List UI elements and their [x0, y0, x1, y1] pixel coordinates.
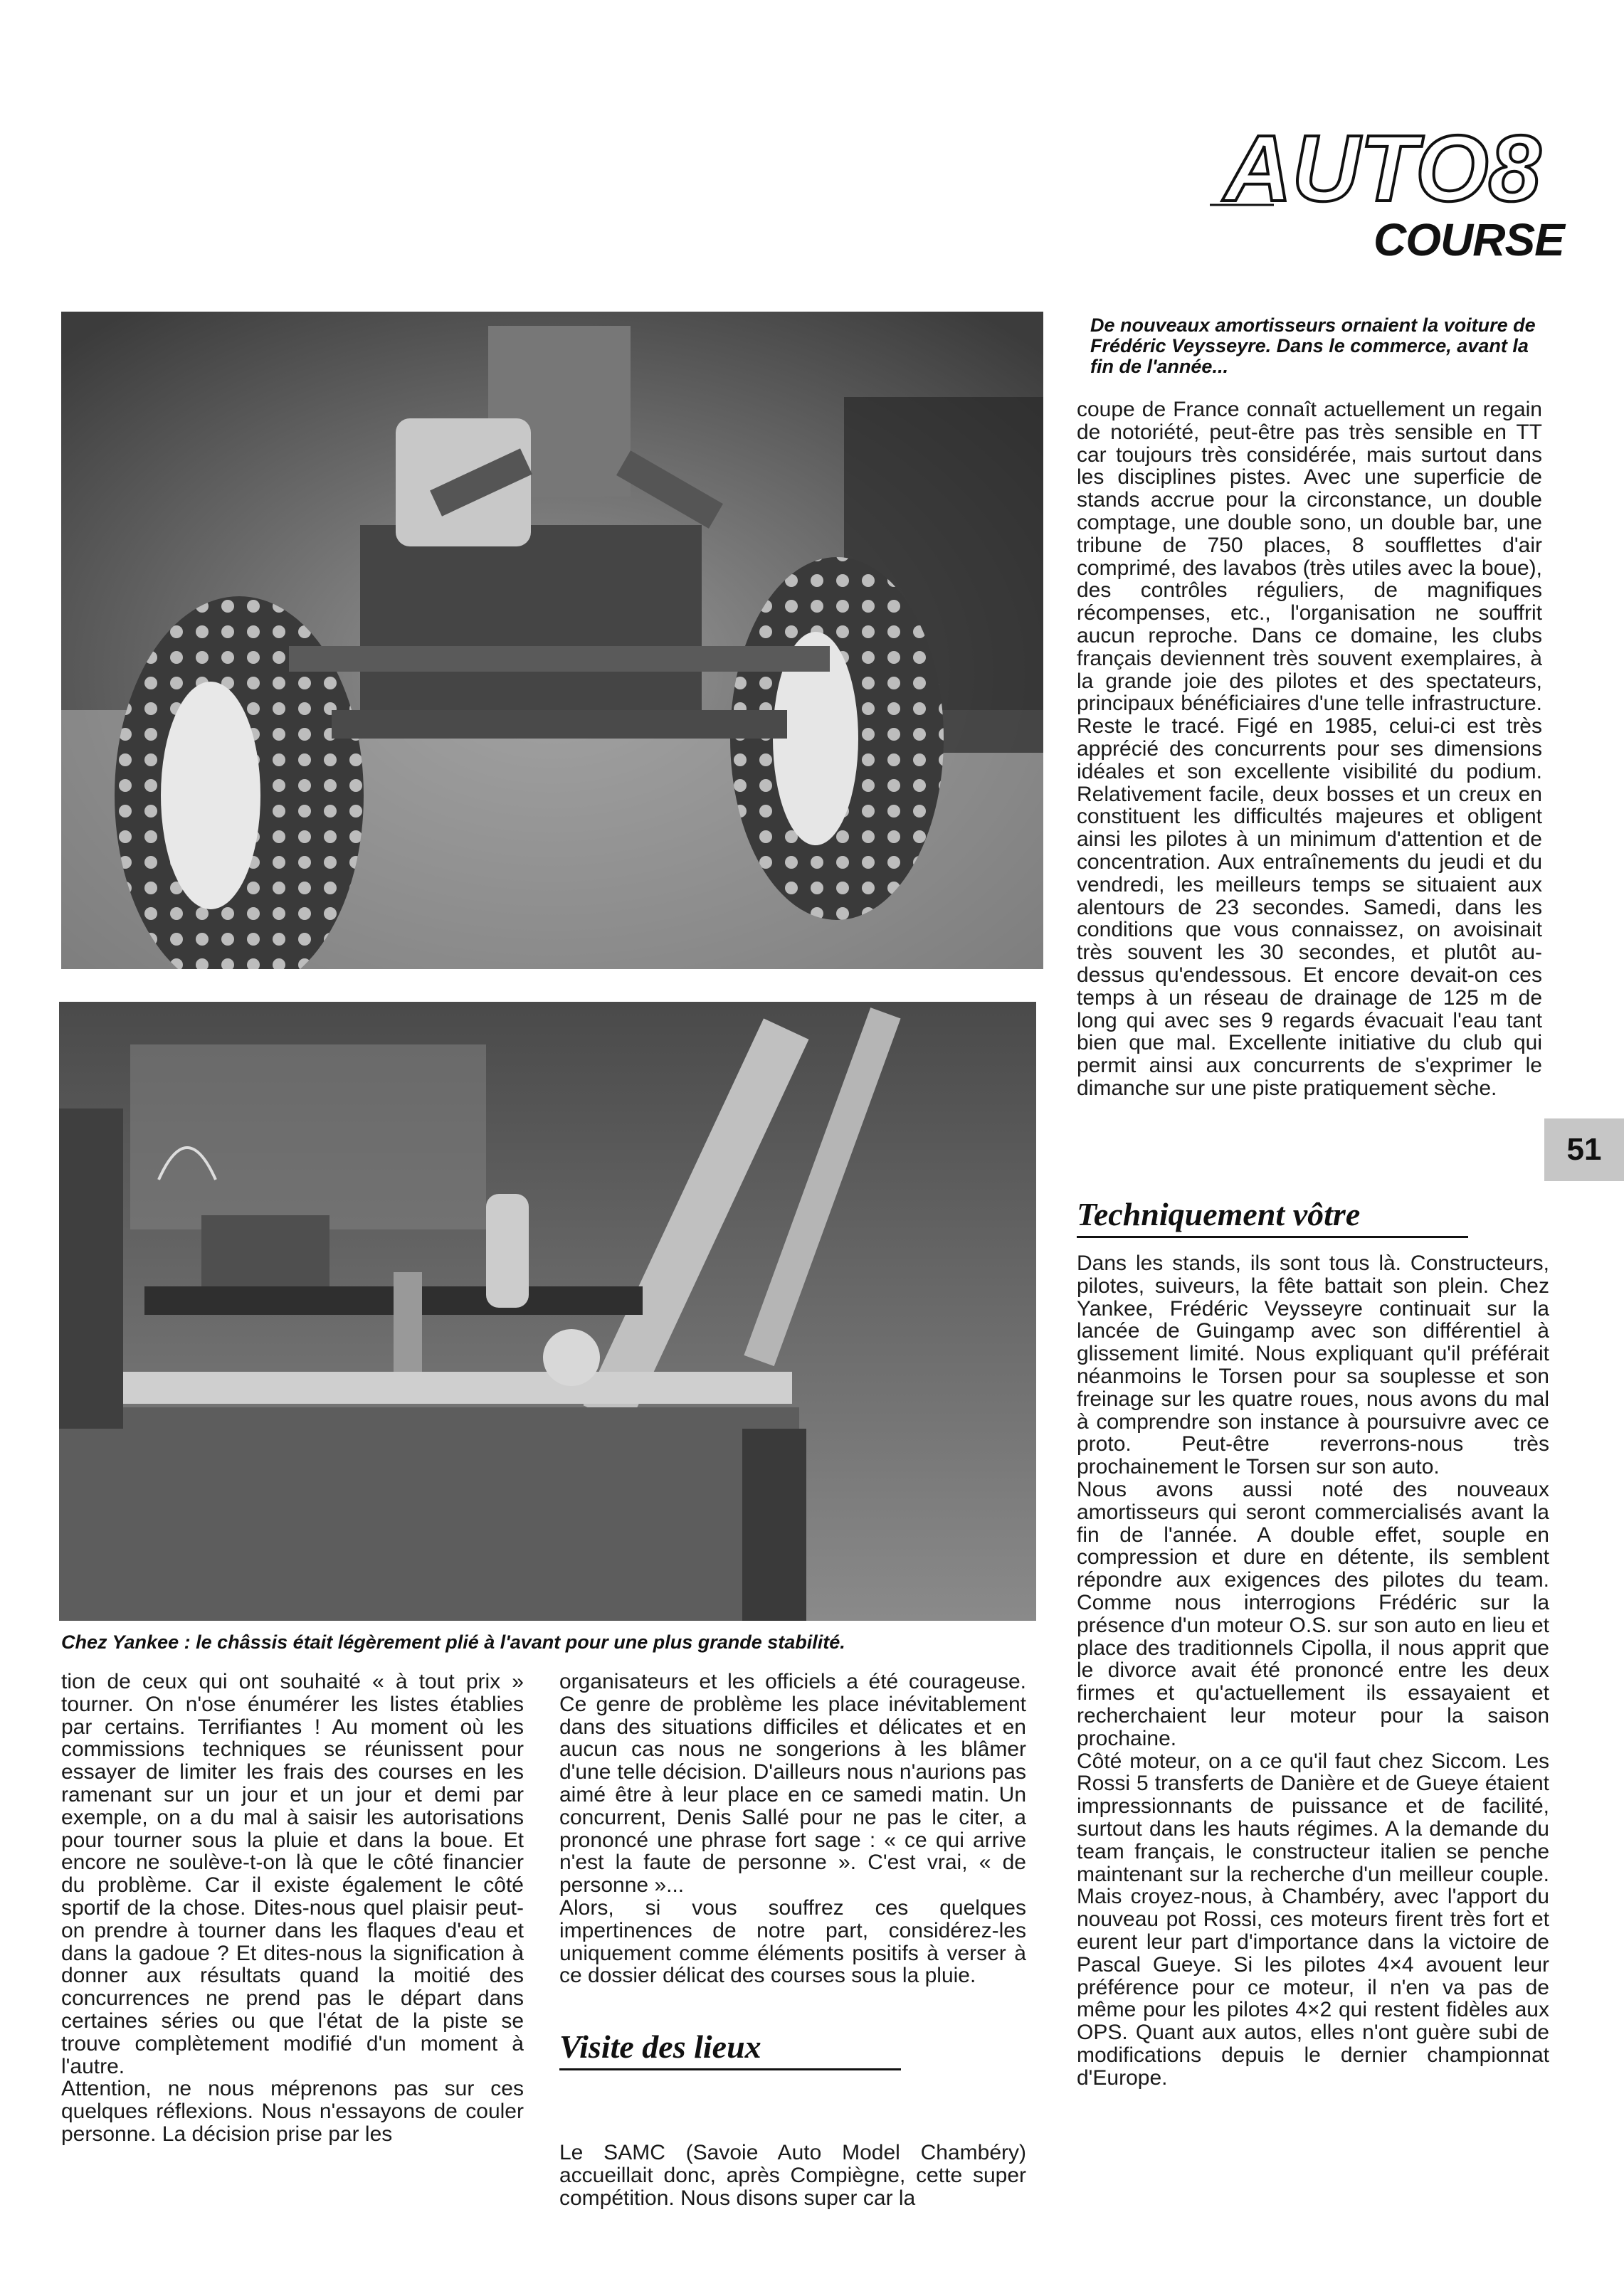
column-4-text-b: Nous avons aussi noté des nouveaux amortisseurs qui seront commercialisés avant la fin de l'année. A double effet, souple en compression et dure en détente, ils semblent répondre aux exigences des pilotes du team. Comme nous interrogions Frédéric sur la présence d'un moteur O.S. sur son auto en lieu et place des traditionnels Cipolla, il nous apprit que le divorce avait été prononcé entre les deux firmes et qu'actuellement ils essayaient et recherchaient leur moteur pour la saison prochaine.: [1077, 1477, 1549, 1750]
column-1-text: tion de ceux qui ont souhaité « à tout prix » tourner. On n'ose énumérer les listes établies par certains. Terrifiantes ! Au moment où les commissions techniques se réunissent pour essayer de limiter les frais des courses en les ramenant sur un jour et un jour et demi par exemple, on a du mal à saisir les autorisations pour tourner sous la pluie et dans la boue. Et encore ne soulève-t-on là que le côté financier du problème. Car il existe également le côté sportif de la chose. Dites-nous quel plaisir peut-on prendre à tourner dans les flaques d'eau et dans la gadoue ? Et dites-nous la signification à donner aux résultats quand la moitié des concurrences ne prend pas le départ dans certaines séries ou que l'état de la piste se trouve complètement modifié d'un moment à l'autre.: [61, 1670, 524, 2078]
column-3-text: coupe de France connaît actuellement un regain de notoriété, peut-être pas très sensible en TT car toujours très considérée, mais surtout dans les disciplines pistes. Avec une superficie de stands accrue pour la circonstance, un double comptage, une double sono, un double bar, une tribune de 750 places, 8 soufflettes d'air comprimé, des lavabos (très utiles avec la boue), des contrôles réguliers, de magnifiques récompenses, etc., l'organisation ne souffrit aucun reproche. Dans ce domaine, les clubs français deviennent très souvent exemplaires, à la grande joie des pilotes et des spectateurs, principaux bénéficiaires d'une telle infrastructure. Reste le tracé. Figé en 1985, celui-ci est très apprécié des concurrents pour ses dimensions idéales et son excellente visibilité du podium. Relativement facile, deux bosses et un creux en constituent les difficultés majeures et obligent ainsi les pilotes à un minimum d'attention et de concentration. Aux entraînements du jeudi et du vendredi, les meilleurs temps se situaient aux alentours de 23 secondes. Samedi, dans les conditions que vous connaissez, on avoisinait très souvent les 30 secondes, et plutôt au-dessus qu'endessous. Et encore devait-on ces temps à un réseau de drainage de 125 m de long qui avec ses 9 regards évacuait l'eau tant bien que mal. Excellente initiative du club qui permit ainsi aux concurrents de s'exprimer le dimanche sur une piste pratiquement sèche.: [1077, 398, 1542, 1100]
column-2-text: organisateurs et les officiels a été courageuse. Ce genre de problème les place inévitablement dans des situations difficiles et délicates et en aucun cas nous ne songerions à les blâmer d'une telle décision. D'ailleurs nous n'aurions pas aimé être à leur place en ce samedi matin. Un concurrent, Denis Sallé pour ne pas le citer, a prononcé une phrase fort sage : « ce qui arrive n'est la faute de personne ». C'est vrai, « de personne »...: [559, 1670, 1026, 1898]
article-column-1: [61, 1671, 524, 2146]
column-2-text-b: Alors, si vous souffrez ces quelques impertinences de notre part, considérez-les uniquement comme éléments positifs à verser à ce dossier délicat des courses sous la pluie.: [559, 1895, 1026, 1988]
column-4-text-c: Côté moteur, on a ce qu'il faut chez Siccom. Les Rossi 5 transferts de Danière et de Gueye étaient impressionnants de puissance et de facilité, surtout dans les hauts régimes. A la demande du team français, le constructeur italien se penche maintenant sur la recherche d'un meilleur couple. Mais croyez-nous, à Chambéry, avec l'apport du nouveau pot Rossi, ces moteurs firent très fort et eurent leur part d'importance dans la victoire de Pascal Gueye. Si les pilotes 4×4 avouent leur préférence pour ce moteur, il n'en va pas de même pour les pilotes 4×2 qui restent fidèles aux OPS. Quant aux autos, elles n'ont guère subi de modifications depuis le dernier championnat d'Europe.: [1077, 1749, 1549, 2090]
article-column-2-end: [559, 2142, 1026, 2209]
column-4-text: Dans les stands, ils sont tous là. Constructeurs, pilotes, suiveurs, la fête battait son plein. Chez Yankee, Frédéric Veysseyre continuait sur la lancée de Guingamp avec son différentiel à glissement limité. Nous expliquant qu'il préférait néanmoins le Torsen pour sa souplesse et son freinage sur les quatre roues, nous avons du mal à comprendre son instance à poursuivre avec ce proto. Peut-être reverrons-nous très prochainement le Torsen sur son auto.: [1077, 1252, 1549, 1479]
photo-buggy-suspension: [61, 312, 1043, 969]
photo-chassis-side: [59, 1002, 1036, 1621]
article-column-2: [559, 1671, 1026, 1987]
article-column-4: [1077, 1252, 1549, 2089]
section-title: COURSE: [1373, 214, 1564, 265]
heading-techniquement-votre: Techniquement vôtre: [1077, 1195, 1468, 1238]
logo-text: AUTO8: [1224, 116, 1541, 213]
column-1-text-b: Attention, ne nous méprenons pas sur ces quelques réflexions. Nous n'essayons de couler personne. La décision prise par les: [61, 2077, 524, 2146]
page-number: 51: [1544, 1118, 1624, 1181]
column-2-text-c: Le SAMC (Savoie Auto Model Chambéry) accueillait donc, après Compiègne, cette super compétition. Nous disons super car la: [559, 2141, 1026, 2210]
photo1-caption: De nouveaux amortisseurs ornaient la voiture de Frédéric Veysseyre. Dans le commerce, avant la fin de l'année...: [1090, 314, 1536, 377]
heading-visite-des-lieux: Visite des lieux: [559, 2028, 901, 2070]
photo2-caption: Chez Yankee : le châssis était légèrement plié à l'avant pour une plus grande stabilité.: [61, 1631, 845, 1653]
article-column-3: [1077, 398, 1542, 1100]
